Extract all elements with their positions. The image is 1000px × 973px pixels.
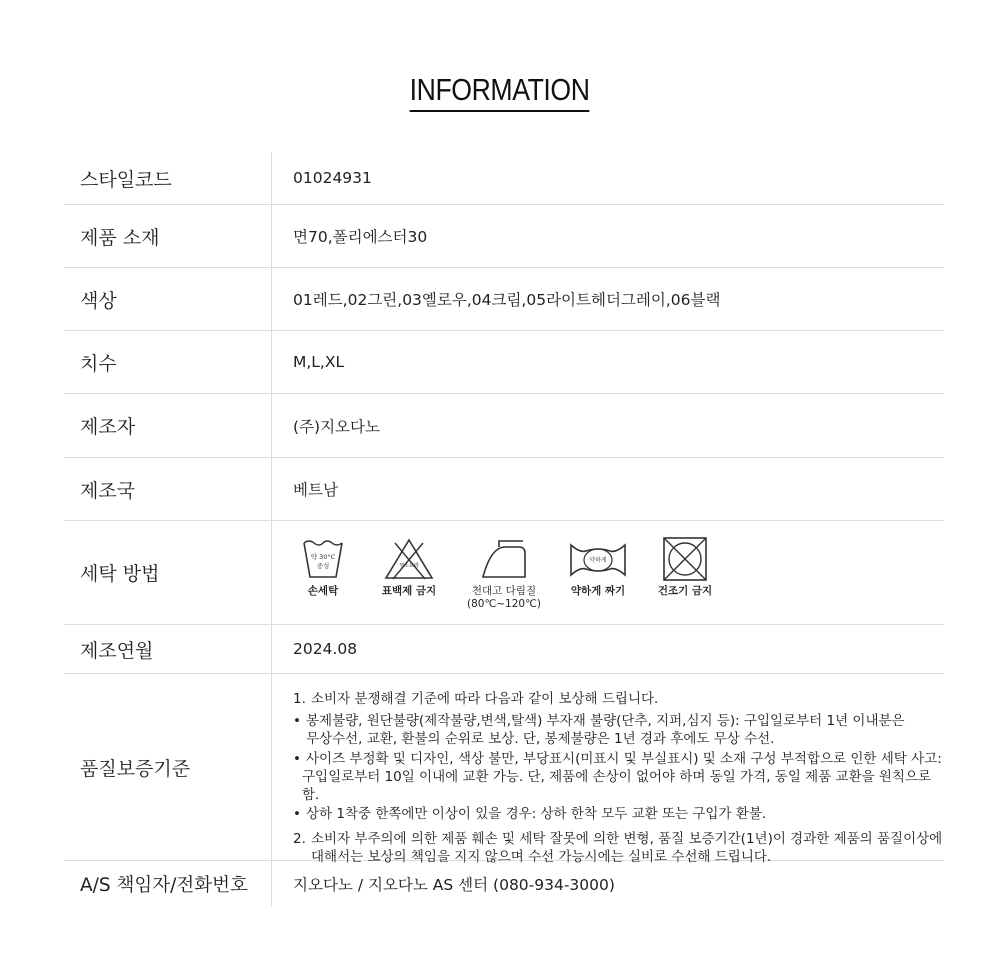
- country-value: 베트남: [293, 481, 338, 499]
- warranty-label: 품질보증기준: [64, 674, 272, 860]
- no-bleach-text: 염소표백: [399, 562, 419, 569]
- no-bleach-icon: [383, 537, 435, 581]
- row-style-code: [64, 152, 944, 205]
- warranty-bullet-2-line1: 사이즈 부정확 및 디자인, 색상 불만, 부당표시(미표시 및 부실표시) 및 소재 구성 부적합으로 인한 세탁 사고:: [306, 750, 942, 767]
- wring-gently-text: 약하게: [589, 556, 607, 564]
- wring-caption: 약하게 짜기: [570, 584, 626, 597]
- bullet-mark: •: [293, 806, 301, 823]
- wash-value: [272, 521, 944, 624]
- warranty-bullet-1-line2: 무상수선, 교환, 환불의 순위로 보상. 단, 봉제불량은 1년 경과 후에도 무상 수선.: [306, 731, 775, 748]
- warranty-bullet-1: [293, 712, 944, 748]
- hand-wash-30c-icon: [301, 537, 345, 581]
- wash-label: 세탁 방법: [64, 521, 272, 624]
- as-value: 지오다노 / 지오다노 AS 센터 (080-934-3000): [293, 876, 615, 894]
- row-warranty: [64, 674, 944, 865]
- row-wash: [64, 521, 944, 625]
- iron-icon: [479, 537, 529, 581]
- maker-value: (주)지오다노: [293, 417, 380, 436]
- row-date: [64, 625, 944, 674]
- warranty-item-1-text: 소비자 분쟁해결 기준에 따라 다음과 같이 보상해 드립니다.: [311, 691, 659, 707]
- date-value: 2024.08: [293, 640, 358, 658]
- material-value: 면70,폴리에스터30: [293, 228, 428, 246]
- warranty-value: [272, 674, 944, 865]
- row-country: [64, 458, 944, 521]
- warranty-bullet-3-line1: 상하 1착중 한쪽에만 이상이 있을 경우: 상하 한착 모두 교환 또는 구입가 환불.: [306, 806, 767, 823]
- country-label: 제조국: [64, 458, 272, 520]
- maker-label: 제조자: [64, 394, 272, 457]
- color-label: 색상: [64, 268, 272, 330]
- warranty-bullet-1-line1: 봉제불량, 원단불량(제작불량,변색,탈색) 부자재 불량(단추, 지퍼,심지 등): 구입일로부터 1년 이내분은: [306, 713, 905, 730]
- care-hand-wash: [285, 537, 361, 598]
- no-dryer-caption: 건조기 금지: [657, 584, 713, 597]
- no-bleach-caption: 표백제 금지: [381, 584, 437, 597]
- page-title: INFORMATION: [410, 72, 590, 112]
- hand-wash-neutral-text: 중성: [316, 561, 330, 570]
- care-no-bleach: [361, 537, 457, 598]
- wring-gently-icon: [568, 537, 628, 581]
- row-material: [64, 205, 944, 268]
- material-label: 제품 소재: [64, 205, 272, 267]
- size-label: 치수: [64, 331, 272, 393]
- color-value: 01레드,02그린,03옐로우,04크림,05라이트헤더그레이,06블랙: [293, 291, 721, 309]
- row-maker: [64, 394, 944, 458]
- no-tumble-dry-icon: [662, 537, 708, 581]
- style-code-label: 스타일코드: [64, 152, 272, 204]
- date-label: 제조연월: [64, 625, 272, 673]
- row-size: [64, 331, 944, 394]
- care-iron: [457, 537, 551, 611]
- warranty-bullet-2: [293, 750, 944, 805]
- style-code-value: 01024931: [293, 169, 372, 187]
- warranty-bullet-2-line2: 구입일로부터 10일 이내에 교환 가능. 단, 제품에 손상이 없어야 하며 동일 가격, 동일 제품 교환을 원칙으로 함.: [302, 768, 932, 804]
- care-icons: [293, 535, 725, 611]
- info-table: [64, 152, 944, 907]
- hand-wash-temp-text: 약 30°C: [310, 552, 336, 561]
- warranty-bullet-3: [293, 805, 944, 823]
- care-wring: [551, 537, 645, 598]
- row-as: [64, 861, 944, 907]
- bullet-mark: •: [293, 713, 301, 730]
- warranty-text: [293, 674, 944, 880]
- row-color: [64, 268, 944, 331]
- hand-wash-caption: 손세탁: [307, 584, 339, 597]
- page-title-wrap: [0, 72, 1000, 112]
- size-value: M,L,XL: [293, 353, 345, 371]
- warranty-item-2-number: 2.: [293, 830, 306, 847]
- care-no-dryer: [645, 537, 725, 598]
- as-label: A/S 책임자/전화번호: [64, 861, 272, 907]
- warranty-item-2-line2: 대해서는 보상의 책임을 지지 않으며 수선 가능시에는 실비로 수선해 드립니다.: [311, 848, 772, 865]
- warranty-item-1: [293, 690, 944, 708]
- iron-caption: 천대고 다림질: [471, 584, 537, 597]
- warranty-item-2-line1: 소비자 부주의에 의한 제품 훼손 및 세탁 잘못에 의한 변형, 품질 보증기간(1년)이 경과한 제품의 품질이상에: [311, 830, 943, 847]
- warranty-item-1-number: 1.: [293, 691, 306, 707]
- iron-temp-range: (80℃~120℃): [467, 597, 541, 610]
- bullet-mark: •: [293, 750, 301, 767]
